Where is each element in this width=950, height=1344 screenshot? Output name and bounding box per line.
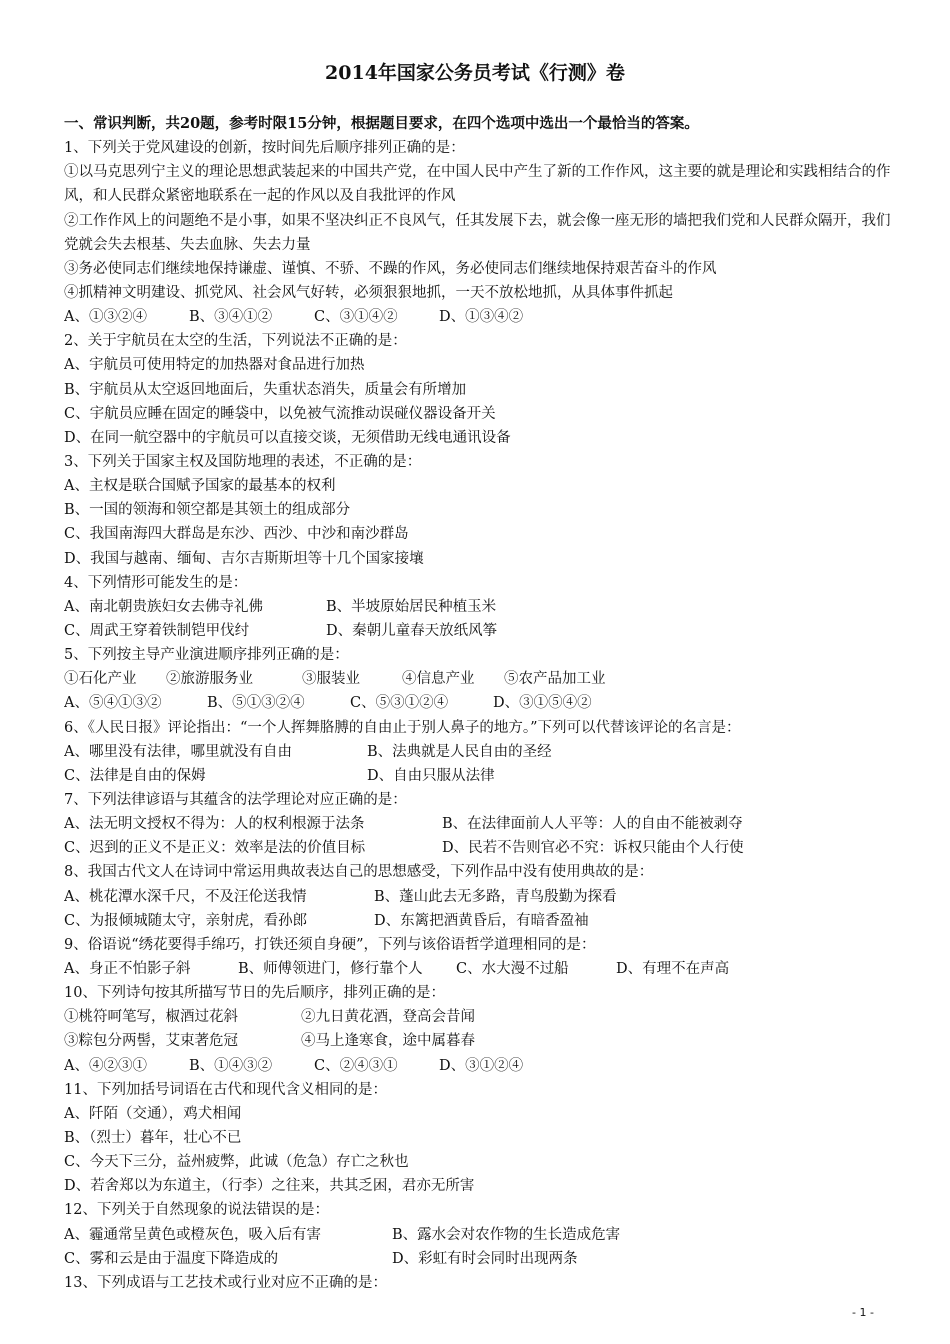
q10-option-d: D、③①②④ xyxy=(439,1057,524,1074)
q1-option-a: A、①③②④ xyxy=(64,309,147,326)
q10-statements-row-1 xyxy=(64,1005,894,1029)
q11-option-d: D、若舍郑以为东道主，（行李）之往来，共其乏困，君亦无所害 xyxy=(64,1178,475,1195)
q1-statement-4: ④抓精神文明建设、抓党风、社会风气好转，必须狠狠地抓，一天不放松地抓，从具体事件抓起 xyxy=(64,285,673,302)
q2-option-a: A、宇航员可使用特定的加热器对食品进行加热 xyxy=(64,357,365,374)
question-stem-9: 9、俗语说“绣花要得手绵巧，打铁还须自身硬”，下列与该俗语哲学道理相同的是： xyxy=(64,936,596,953)
q7-option-c: C、迟到的正义不是正义：效率是法的价值目标 xyxy=(64,840,366,857)
q6-option-a: A、哪里没有法律，哪里就没有自由 xyxy=(64,743,292,760)
page-number: - 1 - xyxy=(852,1306,874,1319)
q1-statement-2: ②工作作风上的问题绝不是小事，如果不坚决纠正不良风气，任其发展下去，就会像一座无形的墙把我们党和人民群众隔开，我们党就会失去根基、失去血脉、失去力量 xyxy=(64,212,891,253)
q10-statement-2: ②九日黄花酒，登高会昔闻 xyxy=(301,1009,475,1026)
q1-statement-1: ①以马克思列宁主义的理论思想武装起来的中国共产党，在中国人民中产生了新的工作作风，这主要的就是理论和实践相结合的作风，和人民群众紧密地联系在一起的作风以及自我批评的作风 xyxy=(64,164,891,205)
q2-option-d: D、在同一航空器中的宇航员可以直接交谈，无须借助无线电通讯设备 xyxy=(64,429,511,446)
q10-statement-1: ①桃符呵笔写，椒酒过花斜 xyxy=(64,1009,238,1026)
question-stem-3: 3、下列关于国家主权及国防地理的表述，不正确的是： xyxy=(64,454,422,471)
q5-item-4: ④信息产业 xyxy=(402,671,475,688)
q6-options-row-2 xyxy=(64,764,894,788)
q10-options xyxy=(64,1054,894,1078)
q11-option-c: C、今天下三分，益州疲弊，此诚（危急）存亡之秋也 xyxy=(64,1154,409,1171)
question-stem-13: 13、下列成语与工艺技术或行业对应不正确的是： xyxy=(64,1274,387,1291)
question-stem-4: 4、下列情形可能发生的是： xyxy=(64,574,248,591)
q7-options-row-1 xyxy=(64,812,894,836)
q6-option-c: C、法律是自由的保姆 xyxy=(64,767,206,784)
q1-option-b: B、③④①② xyxy=(189,309,273,326)
q5-option-a: A、⑤④①③② xyxy=(64,695,162,712)
q5-option-c: C、⑤③①②④ xyxy=(350,695,449,712)
q11-option-a: A、阡陌（交通），鸡犬相闻 xyxy=(64,1105,242,1122)
q4-option-b: B、半坡原始居民种植玉米 xyxy=(326,598,497,615)
q8-option-a: A、桃花潭水深千尺，不及汪伦送我情 xyxy=(64,888,307,905)
question-stem-10: 10、下列诗句按其所描写节日的先后顺序，排列正确的是： xyxy=(64,985,445,1002)
q5-items xyxy=(64,667,894,691)
q7-option-d: D、民若不告则官必不究：诉权只能由个人行使 xyxy=(442,840,744,857)
q8-option-c: C、为报倾城随太守，亲射虎，看孙郎 xyxy=(64,912,308,929)
q10-statements-row-2 xyxy=(64,1029,894,1053)
q9-option-d: D、有理不在声高 xyxy=(616,960,730,977)
q8-option-d: D、东篱把酒黄昏后，有暗香盈袖 xyxy=(374,912,589,929)
q7-options-row-2 xyxy=(64,836,894,860)
q9-option-a: A、身正不怕影子斜 xyxy=(64,960,191,977)
q7-option-a: A、法无明文授权不得为：人的权利根源于法条 xyxy=(64,816,365,833)
q12-option-a: A、霾通常呈黄色或橙灰色，吸入后有害 xyxy=(64,1226,321,1243)
q4-option-d: D、秦朝儿童春天放纸风筝 xyxy=(326,623,498,640)
q12-option-b: B、露水会对农作物的生长造成危害 xyxy=(392,1226,621,1243)
q2-option-c: C、宇航员应睡在固定的睡袋中，以免被气流推动误碰仪器设备开关 xyxy=(64,405,496,422)
q1-option-c: C、③①④② xyxy=(314,309,398,326)
q3-option-b: B、一国的领海和领空都是其领土的组成部分 xyxy=(64,502,351,519)
q3-option-d: D、我国与越南、缅甸、吉尔吉斯斯坦等十几个国家接壤 xyxy=(64,550,424,567)
question-stem-2: 2、关于宇航员在太空的生活，下列说法不正确的是： xyxy=(64,333,407,350)
q7-option-b: B、在法律面前人人平等：人的自由不能被剥夺 xyxy=(442,816,743,833)
q4-options-row-2 xyxy=(64,619,894,643)
q9-option-c: C、水大漫不过船 xyxy=(456,960,569,977)
q10-statement-4: ④马上逢寒食，途中属暮春 xyxy=(301,1033,475,1050)
q12-options-row-1 xyxy=(64,1223,894,1247)
question-stem-7: 7、下列法律谚语与其蕴含的法学理论对应正确的是： xyxy=(64,792,407,808)
q3-option-c: C、我国南海四大群岛是东沙、西沙、中沙和南沙群岛 xyxy=(64,526,409,543)
document-title: 2014年国家公务员考试《行测》卷 xyxy=(325,62,625,84)
q1-options xyxy=(64,305,894,329)
q11-option-b: B、（烈士）暮年，壮心不已 xyxy=(64,1129,242,1146)
question-stem-6: 6、《人民日报》评论指出：“一个人挥舞胳膊的自由止于别人鼻子的地方。”下列可以代替该评论的名言是： xyxy=(64,719,741,736)
q1-statement-3: ③务必使同志们继续地保持谦虚、谨慎、不骄、不躁的作风，务必使同志们继续地保持艰苦奋斗的作风 xyxy=(64,260,717,277)
q10-statement-3: ③粽包分两髻，艾束著危冠 xyxy=(64,1033,238,1050)
q10-option-c: C、②④③① xyxy=(314,1057,398,1074)
q12-option-c: C、雾和云是由于温度下降造成的 xyxy=(64,1250,279,1267)
question-stem-12: 12、下列关于自然现象的说法错误的是： xyxy=(64,1202,329,1219)
q1-option-d: D、①③④② xyxy=(439,309,524,326)
q5-item-2: ②旅游服务业 xyxy=(166,671,253,688)
q9-options xyxy=(64,957,894,981)
q5-option-d: D、③①⑤④② xyxy=(493,695,592,712)
q10-option-b: B、①④③② xyxy=(189,1057,273,1074)
q5-options xyxy=(64,691,894,715)
q5-item-1: ①石化产业 xyxy=(64,671,137,688)
q6-option-d: D、自由只服从法律 xyxy=(367,767,495,784)
document-body xyxy=(64,112,894,1295)
question-stem-11: 11、下列加括号词语在古代和现代含义相同的是： xyxy=(64,1081,387,1098)
question-stem-5: 5、下列按主导产业演进顺序排列正确的是： xyxy=(64,647,349,664)
q4-option-a: A、南北朝贵族妇女去佛寺礼佛 xyxy=(64,598,263,615)
q8-options-row-2 xyxy=(64,909,894,933)
q10-option-a: A、④②③① xyxy=(64,1057,147,1074)
q5-option-b: B、⑤①③②④ xyxy=(207,695,305,712)
q8-option-b: B、蓬山此去无多路，青鸟殷勤为探看 xyxy=(374,888,617,905)
q3-option-a: A、主权是联合国赋予国家的最基本的权利 xyxy=(64,478,336,495)
section-heading: 一、常识判断，共20题，参考时限15分钟，根据题目要求，在四个选项中选出一个最恰当的答案。 xyxy=(64,115,699,132)
q6-options-row-1 xyxy=(64,740,894,764)
q12-option-d: D、彩虹有时会同时出现两条 xyxy=(392,1250,578,1267)
question-stem-1: 1、下列关于党风建设的创新，按时间先后顺序排列正确的是： xyxy=(64,140,465,157)
q5-item-3: ③服装业 xyxy=(302,671,360,688)
q6-option-b: B、法典就是人民自由的圣经 xyxy=(367,743,552,760)
q2-option-b: B、宇航员从太空返回地面后，失重状态消失，质量会有所增加 xyxy=(64,381,467,398)
q12-options-row-2 xyxy=(64,1247,894,1271)
q5-item-5: ⑤农产品加工业 xyxy=(504,671,606,688)
q4-option-c: C、周武王穿着铁制铠甲伐纣 xyxy=(64,623,250,640)
q4-options-row-1 xyxy=(64,595,894,619)
q9-option-b: B、师傅领进门，修行靠个人 xyxy=(238,960,423,977)
q8-options-row-1 xyxy=(64,885,894,909)
question-stem-8: 8、我国古代文人在诗词中常运用典故表达自己的思想感受，下列作品中没有使用典故的是： xyxy=(64,864,654,881)
